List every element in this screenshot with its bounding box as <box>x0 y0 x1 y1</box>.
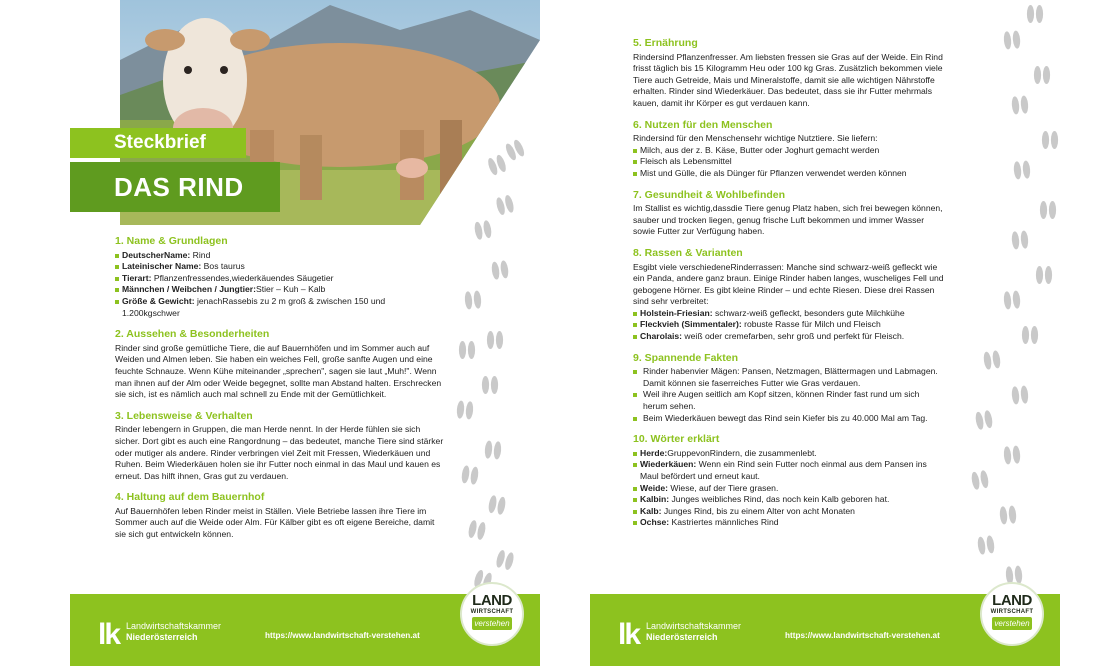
section-heading: 8. Rassen & Varianten <box>633 246 743 259</box>
hoofprint-icon <box>1036 266 1052 284</box>
list-item: Ochse: Kastriertes männliches Rind <box>633 517 945 529</box>
facts-list <box>115 250 445 320</box>
hoofprint-icon <box>482 376 498 394</box>
section-rassen <box>633 248 945 343</box>
hoofprint-icon <box>983 350 1002 370</box>
lk-logo: lk <box>98 618 120 651</box>
breeds-list <box>633 308 945 343</box>
hoofprint-icon <box>467 520 487 541</box>
hoofprint-icon <box>495 549 515 571</box>
section-ernaehrung <box>633 38 945 110</box>
section-text: Rinder lebengern in Gruppen, die man Herde nennt. In der Herde fühlen sie sich sicher. Dort gibt es auch eine Rangordnung – das bedeutet, manche Tiere sind stärker oder mutiger als andere. Rinder verbringen viel Zeit mit Fressen, Wiederkäuen und Ruhen. Beim Wiederkäuen holen sie ihr Futter noch einmal in das Maul und kauen es erneut. Das hilft ihnen, Gras gut zu verdauen. <box>115 424 444 481</box>
list-item: Wiederkäuen: Wenn ein Rind sein Futter noch einmal aus dem Pansen ins Maul befördert und erneut kaut. <box>633 459 945 482</box>
list-item: Männchen / Weibchen / Jungtier:Stier – Kuh – Kalb <box>115 284 445 296</box>
hoofprint-icon <box>977 535 996 555</box>
glossary-list <box>633 448 945 529</box>
section-text: Rindersind Pflanzenfresser. Am liebsten fressen sie Gras auf der Weide. Ein Rind frisst täglich bis 15 Kilogramm Heu oder 100 kg Gras. Zusätzlich bekommen viele Tiere auch Getreide, Mais und Mineralstoffe, damit sie alle wichtigen Nährstoffe erhalten. Rinder sind Wiederkäuer. Das bedeutet, dass sie ihr Futter mehrmals kauen, damit ihr Körper es gut verdauen kann. <box>633 51 943 108</box>
list-item: Lateinischer Name: Bos taurus <box>115 261 445 273</box>
website-url[interactable]: https://www.landwirtschaft-verstehen.at <box>265 631 420 640</box>
section-heading: 10. Wörter erklärt <box>633 433 720 446</box>
section-heading: 7. Gesundheit & Wohlbefinden <box>633 188 786 201</box>
section-nutzen <box>633 120 945 180</box>
facts-list <box>633 366 945 424</box>
section-heading: 1. Name & Grundlagen <box>115 235 228 247</box>
section-text: Rindersind für den Menschensehr wichtige Nutztiere. Sie liefern: <box>633 133 878 144</box>
page-gutter <box>540 0 580 666</box>
section-heading: 9. Spannende Fakten <box>633 351 739 364</box>
section-name-grundlagen <box>115 236 445 319</box>
lk-logo: lk <box>618 618 640 651</box>
hoofprint-icon <box>1011 385 1029 404</box>
hoofprint-icon <box>487 331 503 349</box>
section-text: Auf Bauernhöfen leben Rinder meist in Ställen. Viele Betriebe lassen ihre Tiere im Sommer auch auf die Weide oder Alm. Für Kälber gibt es oft eigene Bereiche, damit sie sich gut entwickeln können. <box>115 505 435 540</box>
section-heading: 2. Aussehen & Besonderheiten <box>115 328 270 341</box>
list-item: Weide: Wiese, auf der Tiere grasen. <box>633 483 945 495</box>
hoofprint-icon <box>473 220 492 241</box>
benefits-list <box>633 145 945 180</box>
hoofprint-icon <box>1040 201 1056 219</box>
right-column <box>633 38 945 539</box>
section-text: Rinder sind große gemütliche Tiere, die auf Bauernhöfen und im Sommer auch auf Weiden und Almen leben. Sie haben ein weiches Fell, große sanfte Augen und eine feuchte Schnauze. Wenn Kühe miteinander „sprechen", sagen sie laut „Muh!". Wenn man ihnen auf der Alm oder Weide begegnet, sollte man Abstand halten. Erschrecken sie sich, ist es nämlich auch mal schnell zu Ende mit der Gemütlichkeit. <box>115 342 442 400</box>
hoofprint-icon <box>970 470 989 491</box>
left-column <box>115 236 445 551</box>
hoofprint-icon <box>999 505 1017 524</box>
list-item: Rinder habenvier Mägen: Pansen, Netzmagen, Blättermagen und Labmagen. Damit können sie faserreiches Futter wie Gras verdauen. <box>633 366 945 389</box>
list-item: Herde:GruppevonRindern, die zusammenlebt. <box>633 448 945 460</box>
list-item: Tierart: Pflanzenfressendes,wiederkäuendes Säugetier <box>115 273 445 285</box>
hoofprint-trail <box>950 0 1110 594</box>
hoofprint-icon <box>1027 5 1043 23</box>
page-title: DAS RIND <box>70 162 280 212</box>
hoofprint-icon <box>1011 230 1029 249</box>
hoofprint-icon <box>1003 445 1021 464</box>
hoofprint-icon <box>456 400 474 419</box>
hoofprint-icon <box>487 495 506 516</box>
section-gesundheit <box>633 190 945 238</box>
hoofprint-icon <box>504 138 526 161</box>
list-item: Beim Wiederkäuen bewegt das Rind sein Kiefer bis zu 40.000 Mal am Tag. <box>633 413 945 425</box>
hoofprint-icon <box>486 154 507 176</box>
hoofprint-icon <box>1011 95 1029 114</box>
section-text: Esgibt viele verschiedeneRinderrassen: Manche sind schwarz-weiß gefleckt wie ein Panda, andere ganz braun. Einige Rinder haben langes, wuscheliges Fell und gebogene Hörner. Es gibt kleine Rinder – und echte Riesen. Diese drei Rassen sind sehr verbreitet: <box>633 261 944 307</box>
section-woerter <box>633 434 945 529</box>
hoofprint-icon <box>459 341 475 359</box>
list-item: Fleisch als Lebensmittel <box>633 156 945 168</box>
section-text: Im Stallist es wichtig,dassdie Tiere genug Platz haben, sich frei bewegen können, sauber und trocken liegen, genug frische Luft bekommen und immer Wasser sowie Futter zur Verfügung haben. <box>633 203 943 237</box>
list-item: Kalbin: Junges weibliches Rind, das noch kein Kalb geboren hat. <box>633 494 945 506</box>
left-page <box>0 0 540 666</box>
hoofprint-icon <box>461 465 480 485</box>
section-heading: 6. Nutzen für den Menschen <box>633 118 773 131</box>
list-item: Holstein-Friesian: schwarz-weiß gefleckt, besonders gute Milchkühe <box>633 308 945 320</box>
section-aussehen <box>115 329 445 401</box>
land-wirtschaft-verstehen-logo: LAND WIRTSCHAFT verstehen <box>980 582 1044 646</box>
org-name: Landwirtschaftskammer Niederösterreich <box>646 621 742 642</box>
hoofprint-icon <box>1042 131 1058 149</box>
hoofprint-icon <box>1013 160 1031 179</box>
section-lebensweise <box>115 411 445 483</box>
list-item: Mist und Gülle, die als Dünger für Pflanzen verwendet werden können <box>633 168 945 180</box>
hoofprint-icon <box>1034 66 1050 84</box>
section-fakten <box>633 353 945 425</box>
hoofprint-icon <box>1003 290 1021 309</box>
section-haltung <box>115 492 445 540</box>
hoofprint-icon <box>1003 30 1021 49</box>
steckbrief-label: Steckbrief <box>70 128 246 158</box>
list-item: Charolais: weiß oder cremefarben, sehr groß und perfekt für Fleisch. <box>633 331 945 343</box>
list-item: DeutscherName: Rind <box>115 250 445 262</box>
section-heading: 4. Haltung auf dem Bauernhof <box>115 491 265 504</box>
list-item: Größe & Gewicht: jenachRassebis zu 2 m groß & zwischen 150 und 1.200kgschwer <box>115 296 445 319</box>
section-heading: 5. Ernährung <box>633 37 698 49</box>
list-item: Kalb: Junges Rind, bis zu einem Alter von acht Monaten <box>633 506 945 518</box>
hoofprint-icon <box>464 290 482 309</box>
website-url[interactable]: https://www.landwirtschaft-verstehen.at <box>785 631 940 640</box>
list-item: Weil ihre Augen seitlich am Kopf sitzen, können Rinder fast rund um sich herum sehen. <box>633 389 945 412</box>
hoofprint-icon <box>974 410 993 431</box>
list-item: Fleckvieh (Simmentaler): robuste Rasse für Milch und Fleisch <box>633 319 945 331</box>
org-name: Landwirtschaftskammer Niederösterreich <box>126 621 222 642</box>
list-item: Milch, aus der z. B. Käse, Butter oder Joghurt gemacht werden <box>633 145 945 157</box>
hoofprint-trail <box>455 0 540 594</box>
land-wirtschaft-verstehen-logo: LAND WIRTSCHAFT verstehen <box>460 582 524 646</box>
section-heading: 3. Lebensweise & Verhalten <box>115 409 253 422</box>
hoofprint-icon <box>491 260 510 280</box>
hoofprint-icon <box>1022 326 1038 344</box>
hoofprint-icon <box>484 440 502 459</box>
hoofprint-icon <box>495 194 515 216</box>
